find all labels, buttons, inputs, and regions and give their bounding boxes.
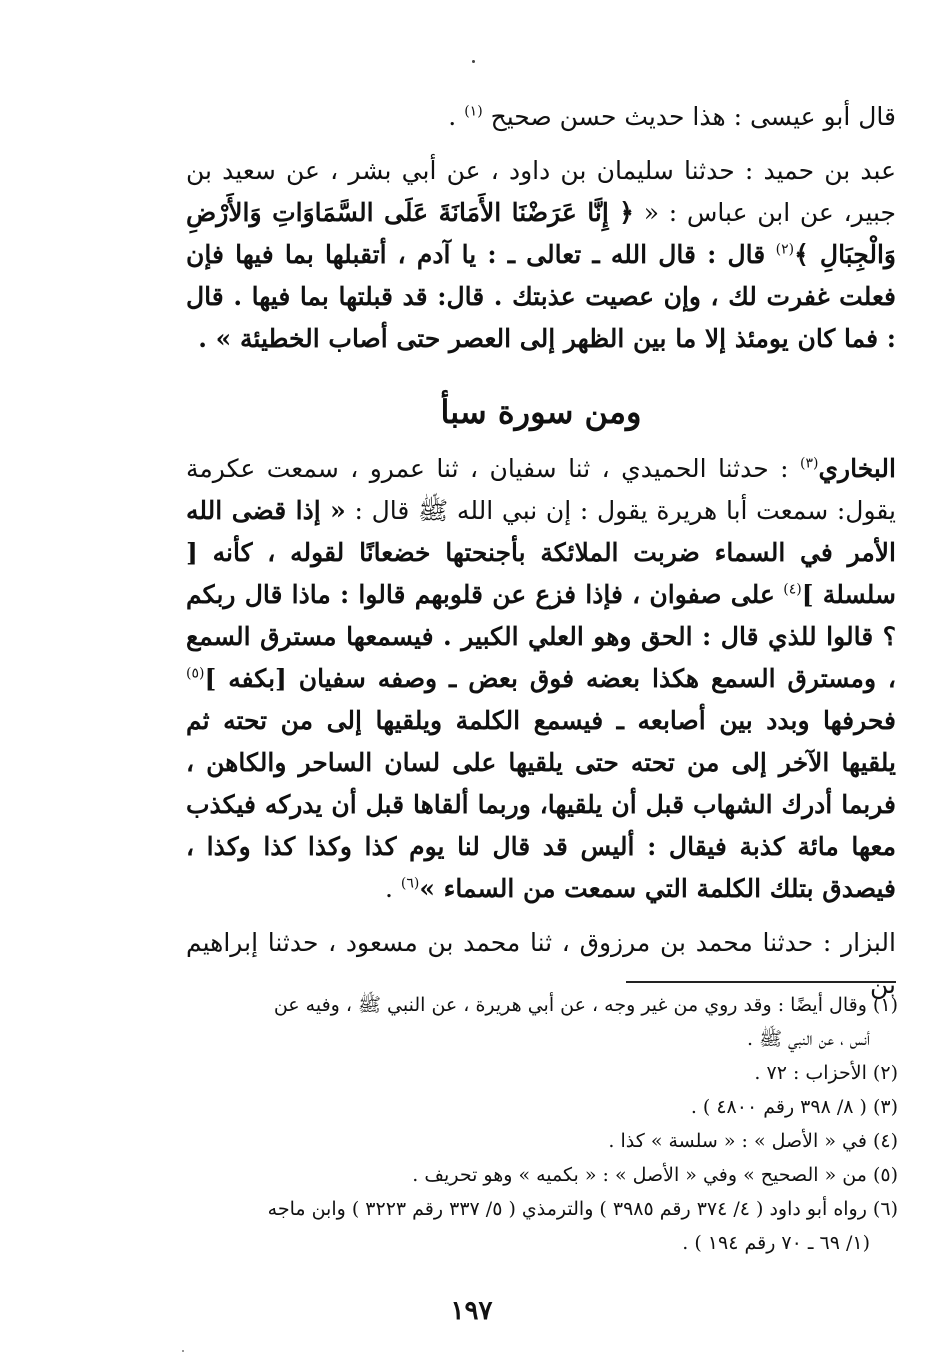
page-number: ١٩٧ [450,1296,493,1326]
footnote-3: (٣) ( ٨/ ٣٩٨ رقم ٤٨٠٠ ) . [690,1096,898,1118]
paragraph-3 [186,448,896,910]
hadith-text-1: « إذا قضى الله الأمر في السماء ضربت الملائكة بأجنحتها خضعانًا لقوله ، كأنه [ سلسلة ] [186,496,896,609]
footnote-6: (٦) رواه أبو داود ( ٤/ ٣٧٤ رقم ٣٩٨٥ ) والترمذي ( ٥/ ٣٣٧ رقم ٣٢٢٣ ) وابن ماجه [267,1198,898,1220]
footnote-ref-5[interactable]: (٥) [186,665,205,682]
footnote-6-continued: (١/ ٦٩ ـ ٧٠ رقم ١٩٤ ) . [682,1232,870,1254]
hadith-text-2: على صفوان ، فإذا فزع عن قلوبهم قالوا : ماذا قال ربكم ؟ قالوا للذي قال : الحق وهو العلي الكبير . فيسمعها مسترق السمع ، ومسترق السمع هكذا بعضه فوق بعض ـ وصفه سفيان [بكفه ] [186,580,896,693]
footnote-ref-3[interactable]: (٣) [800,455,819,472]
bottom-mark [182,1350,184,1352]
paragraph-3-end: . [384,874,393,903]
footnote-ref-6[interactable]: (٦) [400,875,420,892]
footnote-ref-4[interactable]: (٤) [783,581,802,598]
footnote-4: (٤) في « الأصل » : « سلسة » كذا . [608,1130,898,1152]
footnote-ref-2[interactable]: (٢) [775,241,795,258]
paragraph-1 [186,96,896,138]
source-name: البخاري [818,454,896,483]
main-text [186,96,896,1006]
top-mark [472,60,475,63]
footnote-2: (٢) الأحزاب : ٧٢ . [754,1062,898,1084]
section-heading: ومن سورة سبأ [440,393,642,431]
footnote-1-continued: أنس ، عن النبي ﷺ . [746,1028,870,1050]
isnad-text: : حدثنا الحميدي ، ثنا سفيان ، ثنا عمرو ، سمعت عكرمة يقول: سمعت أبا هريرة يقول : إن نبي الله ﷺ قال : [186,454,896,525]
footnote-divider [626,981,896,983]
paragraph-2-intro: عبد بن حميد : حدثنا سليمان بن داود ، عن أبي بشر ، عن سعيد بن جبير، عن ابن عباس : « [186,156,896,227]
paragraph-4-text: البزار : حدثنا محمد بن مرزوق ، ثنا محمد بن مسعود ، حدثنا إبراهيم بن [186,928,896,999]
paragraph-2 [186,150,896,360]
footnote-ref-1[interactable]: (١) [464,103,483,120]
paragraph-1-end: . [448,102,457,131]
quran-verse: ﴿ إِنَّا عَرَضْنَا الأَمَانَةَ عَلَى السَّمَاوَاتِ وَالأَرْضِ وَالْجِبَالِ ﴾ [186,198,897,269]
footnotes [180,988,898,1260]
hadith-text-3: فحرفها وبدد بين أصابعه ـ فيسمع الكلمة ويلقيها إلى من تحته ثم يلقيها الآخر إلى من تحته حتى يلقيها على لسان الساحر والكاهن ، فربما أدرك الشهاب قبل أن يلقيها، وربما ألقاها قبل أن يدركه فيكذب معها مائة كذبة فيقال : أليس قد قال لنا يوم كذا وكذا كذا وكذا ، فيصدق بتلك الكلمة التي سمعت من السماء » [186,706,896,903]
paragraph-1-text: قال أبو عيسى : هذا حديث حسن صحيح [490,102,896,131]
footnote-5: (٥) من « الصحيح » وفي « الأصل » : « بكميه » وهو تحريف . [412,1164,898,1186]
footnote-1: (١) وقال أيضًا : وقد روي من غير وجه ، عن أبي هريرة ، عن النبي ﷺ ، وفيه عن [273,994,898,1016]
paragraph-2-body: قال : قال الله ـ تعالى ـ : يا آدم ، أتقبلها بما فيها فإن فعلت غفرت لك ، وإن عصيت عذبتك . قال: قد قبلتها بما فيها . قال : فما كان يومئذ إلا ما بين الظهر إلى العصر حتى أصاب الخطيئة » . [186,240,896,353]
